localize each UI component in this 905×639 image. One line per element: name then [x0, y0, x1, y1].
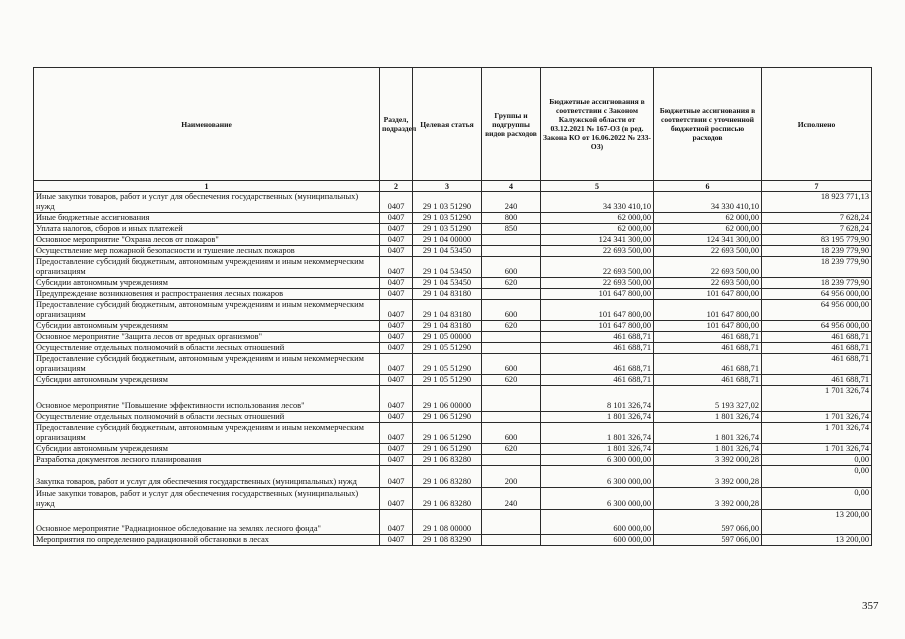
table-row	[34, 375, 872, 386]
row-section: 0407	[380, 224, 413, 235]
row-target-article: 29 1 06 51290	[413, 423, 482, 444]
column-number: 2	[380, 181, 413, 192]
row-law-allocation: 22 693 500,00	[541, 278, 654, 289]
header-row	[34, 68, 872, 181]
row-target-article: 29 1 04 53450	[413, 246, 482, 257]
row-name: Основное мероприятие "Охрана лесов от пожаров"	[34, 235, 380, 246]
column-number: 1	[34, 181, 380, 192]
row-updated-allocation: 597 066,00	[654, 535, 762, 546]
row-expense-group	[482, 535, 541, 546]
table-body	[34, 192, 872, 546]
row-updated-allocation: 62 000,00	[654, 224, 762, 235]
row-expense-group: 800	[482, 213, 541, 224]
row-updated-allocation: 461 688,71	[654, 354, 762, 375]
row-updated-allocation: 3 392 000,28	[654, 466, 762, 488]
row-law-allocation: 8 101 326,74	[541, 386, 654, 412]
row-name: Субсидии автономным учреждениям	[34, 375, 380, 386]
row-expense-group: 600	[482, 423, 541, 444]
row-section: 0407	[380, 343, 413, 354]
row-expense-group: 620	[482, 321, 541, 332]
row-name: Мероприятия по определению радиационной обстановки в лесах	[34, 535, 380, 546]
budget-table	[33, 67, 872, 546]
row-section: 0407	[380, 246, 413, 257]
row-updated-allocation: 597 066,00	[654, 510, 762, 535]
row-law-allocation: 6 300 000,00	[541, 466, 654, 488]
table-row	[34, 213, 872, 224]
row-target-article: 29 1 04 53450	[413, 278, 482, 289]
row-expense-group	[482, 386, 541, 412]
row-section: 0407	[380, 321, 413, 332]
row-executed: 0,00	[762, 455, 872, 466]
row-name: Субсидии автономным учреждениям	[34, 321, 380, 332]
row-section: 0407	[380, 444, 413, 455]
row-name: Осуществление мер пожарной безопасности и тушение лесных пожаров	[34, 246, 380, 257]
row-executed: 1 701 326,74	[762, 386, 872, 412]
row-executed: 64 956 000,00	[762, 289, 872, 300]
row-updated-allocation: 124 341 300,00	[654, 235, 762, 246]
row-updated-allocation: 62 000,00	[654, 213, 762, 224]
row-updated-allocation: 3 392 000,28	[654, 488, 762, 510]
row-expense-group	[482, 412, 541, 423]
row-section: 0407	[380, 213, 413, 224]
row-target-article: 29 1 05 00000	[413, 332, 482, 343]
row-updated-allocation: 3 392 000,28	[654, 455, 762, 466]
row-section: 0407	[380, 289, 413, 300]
row-target-article: 29 1 04 83180	[413, 300, 482, 321]
row-law-allocation: 34 330 410,10	[541, 192, 654, 213]
row-executed: 83 195 779,90	[762, 235, 872, 246]
row-executed: 18 239 779,90	[762, 278, 872, 289]
row-expense-group	[482, 235, 541, 246]
row-expense-group: 600	[482, 257, 541, 278]
row-updated-allocation: 461 688,71	[654, 343, 762, 354]
row-executed: 7 628,24	[762, 224, 872, 235]
table-row	[34, 257, 872, 278]
row-executed: 18 239 779,90	[762, 246, 872, 257]
row-section: 0407	[380, 535, 413, 546]
row-executed: 1 701 326,74	[762, 412, 872, 423]
row-law-allocation: 600 000,00	[541, 510, 654, 535]
row-section: 0407	[380, 386, 413, 412]
row-target-article: 29 1 04 83180	[413, 289, 482, 300]
row-updated-allocation: 461 688,71	[654, 332, 762, 343]
row-executed: 7 628,24	[762, 213, 872, 224]
row-target-article: 29 1 03 51290	[413, 192, 482, 213]
row-executed: 13 200,00	[762, 510, 872, 535]
table-row	[34, 246, 872, 257]
column-number: 5	[541, 181, 654, 192]
row-name: Основное мероприятие "Радиационное обследование на землях лесного фонда"	[34, 510, 380, 535]
table-row	[34, 278, 872, 289]
row-executed: 64 956 000,00	[762, 321, 872, 332]
row-target-article: 29 1 06 83280	[413, 488, 482, 510]
row-law-allocation: 22 693 500,00	[541, 257, 654, 278]
row-law-allocation: 461 688,71	[541, 332, 654, 343]
row-updated-allocation: 22 693 500,00	[654, 246, 762, 257]
row-law-allocation: 124 341 300,00	[541, 235, 654, 246]
row-section: 0407	[380, 354, 413, 375]
table-row	[34, 386, 872, 412]
row-law-allocation: 1 801 326,74	[541, 444, 654, 455]
row-name: Предоставление субсидий бюджетным, автономным учреждениям и иным некоммерческим организациям	[34, 300, 380, 321]
row-executed: 461 688,71	[762, 354, 872, 375]
row-law-allocation: 101 647 800,00	[541, 300, 654, 321]
row-executed: 461 688,71	[762, 343, 872, 354]
row-section: 0407	[380, 257, 413, 278]
row-name: Осуществление отдельных полномочий в области лесных отношений	[34, 412, 380, 423]
column-number-row	[34, 181, 872, 192]
row-executed: 0,00	[762, 488, 872, 510]
table-row	[34, 289, 872, 300]
table-row	[34, 444, 872, 455]
table-row	[34, 343, 872, 354]
table-row	[34, 332, 872, 343]
row-updated-allocation: 101 647 800,00	[654, 300, 762, 321]
column-number: 7	[762, 181, 872, 192]
row-name: Разработка документов лесного планирования	[34, 455, 380, 466]
header-law-allocations: Бюджетные ассигнования в соответствии с Законом Калужской области от 03.12.2021 № 167-ОЗ (в ред. Закона КО от 16.06.2022 № 233-ОЗ)	[541, 68, 654, 181]
page-number: 357	[862, 600, 879, 612]
row-expense-group: 240	[482, 192, 541, 213]
row-section: 0407	[380, 192, 413, 213]
row-law-allocation: 101 647 800,00	[541, 321, 654, 332]
row-expense-group: 620	[482, 444, 541, 455]
row-expense-group	[482, 289, 541, 300]
row-updated-allocation: 22 693 500,00	[654, 278, 762, 289]
row-name: Основное мероприятие "Защита лесов от вредных организмов"	[34, 332, 380, 343]
table-row	[34, 354, 872, 375]
row-section: 0407	[380, 510, 413, 535]
row-section: 0407	[380, 300, 413, 321]
row-expense-group: 240	[482, 488, 541, 510]
row-expense-group	[482, 246, 541, 257]
row-executed: 64 956 000,00	[762, 300, 872, 321]
row-expense-group: 850	[482, 224, 541, 235]
row-executed: 461 688,71	[762, 332, 872, 343]
column-number: 4	[482, 181, 541, 192]
row-section: 0407	[380, 488, 413, 510]
row-executed: 18 239 779,90	[762, 257, 872, 278]
row-name: Закупка товаров, работ и услуг для обеспечения государственных (муниципальных) нужд	[34, 466, 380, 488]
header-name: Наименование	[34, 68, 380, 181]
column-number: 3	[413, 181, 482, 192]
row-law-allocation: 62 000,00	[541, 213, 654, 224]
row-expense-group: 600	[482, 354, 541, 375]
row-target-article: 29 1 06 83280	[413, 466, 482, 488]
row-name: Предоставление субсидий бюджетным, автономным учреждениям и иным некоммерческим организациям	[34, 257, 380, 278]
table-row	[34, 455, 872, 466]
row-law-allocation: 6 300 000,00	[541, 488, 654, 510]
header-target-article: Целевая статья	[413, 68, 482, 181]
row-target-article: 29 1 05 51290	[413, 343, 482, 354]
table-row	[34, 510, 872, 535]
table-row	[34, 423, 872, 444]
row-target-article: 29 1 05 51290	[413, 375, 482, 386]
row-target-article: 29 1 06 51290	[413, 412, 482, 423]
row-law-allocation: 22 693 500,00	[541, 246, 654, 257]
header-section: Раздел, подраздел	[380, 68, 413, 181]
row-law-allocation: 461 688,71	[541, 343, 654, 354]
row-executed: 1 701 326,74	[762, 444, 872, 455]
row-updated-allocation: 5 193 327,02	[654, 386, 762, 412]
row-section: 0407	[380, 278, 413, 289]
row-law-allocation: 461 688,71	[541, 375, 654, 386]
table-row	[34, 224, 872, 235]
row-name: Иные закупки товаров, работ и услуг для обеспечения государственных (муниципальных) нужд	[34, 488, 380, 510]
row-target-article: 29 1 06 51290	[413, 444, 482, 455]
budget-table-sheet	[33, 67, 871, 546]
row-expense-group: 600	[482, 300, 541, 321]
row-target-article: 29 1 08 83290	[413, 535, 482, 546]
row-law-allocation: 600 000,00	[541, 535, 654, 546]
row-expense-group	[482, 455, 541, 466]
row-updated-allocation: 34 330 410,10	[654, 192, 762, 213]
row-law-allocation: 6 300 000,00	[541, 455, 654, 466]
row-section: 0407	[380, 455, 413, 466]
row-name: Предоставление субсидий бюджетным, автономным учреждениям и иным некоммерческим организациям	[34, 423, 380, 444]
row-updated-allocation: 101 647 800,00	[654, 321, 762, 332]
row-target-article: 29 1 04 53450	[413, 257, 482, 278]
row-name: Осуществление отдельных полномочий в области лесных отношений	[34, 343, 380, 354]
row-target-article: 29 1 08 00000	[413, 510, 482, 535]
row-target-article: 29 1 03 51290	[413, 213, 482, 224]
row-executed: 1 701 326,74	[762, 423, 872, 444]
table-row	[34, 412, 872, 423]
row-target-article: 29 1 03 51290	[413, 224, 482, 235]
table-row	[34, 235, 872, 246]
row-expense-group: 620	[482, 375, 541, 386]
row-section: 0407	[380, 466, 413, 488]
row-section: 0407	[380, 375, 413, 386]
row-updated-allocation: 461 688,71	[654, 375, 762, 386]
row-updated-allocation: 1 801 326,74	[654, 412, 762, 423]
row-updated-allocation: 1 801 326,74	[654, 444, 762, 455]
row-law-allocation: 1 801 326,74	[541, 423, 654, 444]
row-target-article: 29 1 04 83180	[413, 321, 482, 332]
row-law-allocation: 1 801 326,74	[541, 412, 654, 423]
row-target-article: 29 1 06 83280	[413, 455, 482, 466]
table-row	[34, 466, 872, 488]
row-executed: 13 200,00	[762, 535, 872, 546]
row-law-allocation: 461 688,71	[541, 354, 654, 375]
row-section: 0407	[380, 235, 413, 246]
column-number: 6	[654, 181, 762, 192]
header-executed: Исполнено	[762, 68, 872, 181]
row-target-article: 29 1 05 51290	[413, 354, 482, 375]
row-expense-group	[482, 332, 541, 343]
row-executed: 0,00	[762, 466, 872, 488]
row-section: 0407	[380, 332, 413, 343]
table-row	[34, 192, 872, 213]
row-section: 0407	[380, 412, 413, 423]
table-row	[34, 488, 872, 510]
row-name: Иные бюджетные ассигнования	[34, 213, 380, 224]
row-updated-allocation: 101 647 800,00	[654, 289, 762, 300]
row-expense-group	[482, 343, 541, 354]
row-name: Предупреждение возникновения и распространения лесных пожаров	[34, 289, 380, 300]
row-executed: 461 688,71	[762, 375, 872, 386]
row-name: Уплата налогов, сборов и иных платежей	[34, 224, 380, 235]
row-law-allocation: 62 000,00	[541, 224, 654, 235]
row-law-allocation: 101 647 800,00	[541, 289, 654, 300]
row-name: Предоставление субсидий бюджетным, автономным учреждениям и иным некоммерческим организациям	[34, 354, 380, 375]
table-row	[34, 535, 872, 546]
header-updated-allocations: Бюджетные ассигнования в соответствии с уточненной бюджетной росписью расходов	[654, 68, 762, 181]
row-expense-group	[482, 510, 541, 535]
row-expense-group: 200	[482, 466, 541, 488]
row-name: Субсидии автономным учреждениям	[34, 278, 380, 289]
row-name: Иные закупки товаров, работ и услуг для обеспечения государственных (муниципальных) нужд	[34, 192, 380, 213]
row-target-article: 29 1 06 00000	[413, 386, 482, 412]
row-expense-group: 620	[482, 278, 541, 289]
row-executed: 18 923 771,13	[762, 192, 872, 213]
table-row	[34, 300, 872, 321]
row-updated-allocation: 1 801 326,74	[654, 423, 762, 444]
table-row	[34, 321, 872, 332]
header-expense-groups: Группы и подгруппы видов расходов	[482, 68, 541, 181]
row-target-article: 29 1 04 00000	[413, 235, 482, 246]
row-updated-allocation: 22 693 500,00	[654, 257, 762, 278]
row-section: 0407	[380, 423, 413, 444]
row-name: Субсидии автономным учреждениям	[34, 444, 380, 455]
row-name: Основное мероприятие "Повышение эффективности использования лесов"	[34, 386, 380, 412]
